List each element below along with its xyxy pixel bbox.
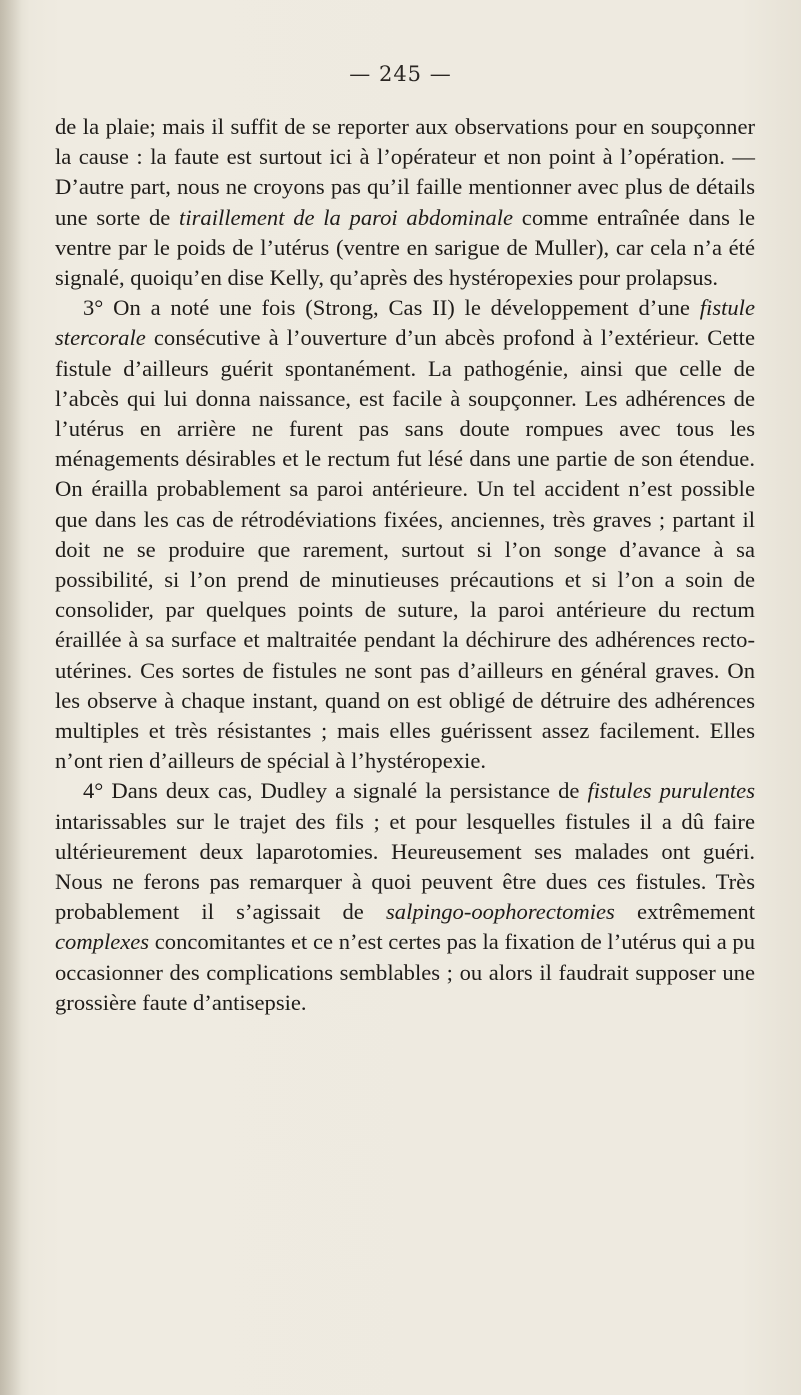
italic-term: fistules purulentes xyxy=(587,778,755,804)
page-number: — 245 — xyxy=(349,62,452,86)
text-segment: intarissables sur le trajet des fils ; et pour lesquelles fistules il a dû faire ultérieurement deux laparotomies. Heureusement ses malades ont guéri. Nous ne ferons pas remarquer à quoi peuvent être dues ces fistules. Très probablement il s’agissait de xyxy=(55,808,755,925)
italic-term: tiraillement de la paroi abdominale xyxy=(179,204,514,230)
text-segment: comme entraînée dans le ventre par le poids de l’utérus (ventre en sarigue de Muller), car cela n’a été signalé, quoiqu’en dise Kelly, qu’après des hystéropexies pour prolapsus. xyxy=(55,204,755,291)
paragraph-item-4 xyxy=(55,776,755,1018)
text-segment: de la plaie; mais il suffit de se reporter aux observations pour en soupçonner la cause : la faute est surtout ici à l’opérateur et non point à l’opération. — D’autre part, nous ne croyons pas qu’il faille mentionner avec plus de détails une sorte de xyxy=(55,114,755,230)
italic-term: salpingo-oophorectomies xyxy=(386,899,615,925)
text-segment: consécutive à l’ouverture d’un abcès profond à l’extérieur. Cette fistule d’ailleurs guérit spontanément. La pathogénie, ainsi que celle de l’abcès qui lui donna naissance, est facile à soupçonner. Les adhérences de l’utérus en arrière ne furent pas sans doute rompues avec tous les ménagements désirables et le rectum fut lésé dans une partie de son étendue. On érailla probablement sa paroi antérieure. Un tel accident n’est possible que dans les cas de rétrodéviations fixées, anciennes, très graves ; partant il doit ne se produire que rarement, surtout si l’on songe d’avance à sa possibilité, si l’on prend de minutieuses précautions et si l’on a soin de consolider, par quelques points de suture, la paroi antérieure du rectum éraillée à sa surface et maltraitée pendant la déchirure des adhérences recto-utérines. Ces sortes de fistules ne sont pas d’ailleurs en général graves. On les observe à chaque instant, quand on est obligé de détruire des adhérences multiples et très résistantes ; mais elles guérissent assez facilement. Elles n’ont rien d’ailleurs de spécial à l’hystéropexie. xyxy=(55,325,755,774)
paragraph-item-3 xyxy=(55,293,755,776)
text-segment: 4° Dans deux cas, Dudley a signalé la persistance de xyxy=(83,778,588,804)
spine-shadow xyxy=(0,0,22,1395)
text-segment: concomitantes et ce n’est certes pas la fixation de l’utérus qui a pu occasionner des complications semblables ; ou alors il faudrait supposer une grossière faute d’antisepsie. xyxy=(55,929,755,1015)
text-segment: extrêmement xyxy=(614,899,755,925)
italic-term: fistule stercorale xyxy=(55,295,755,351)
text-segment: 3° On a noté une fois (Strong, Cas II) le développement d’une xyxy=(83,295,700,321)
paragraph-continued xyxy=(55,112,755,293)
body-text xyxy=(55,112,755,1018)
italic-term: complexes xyxy=(55,929,150,955)
